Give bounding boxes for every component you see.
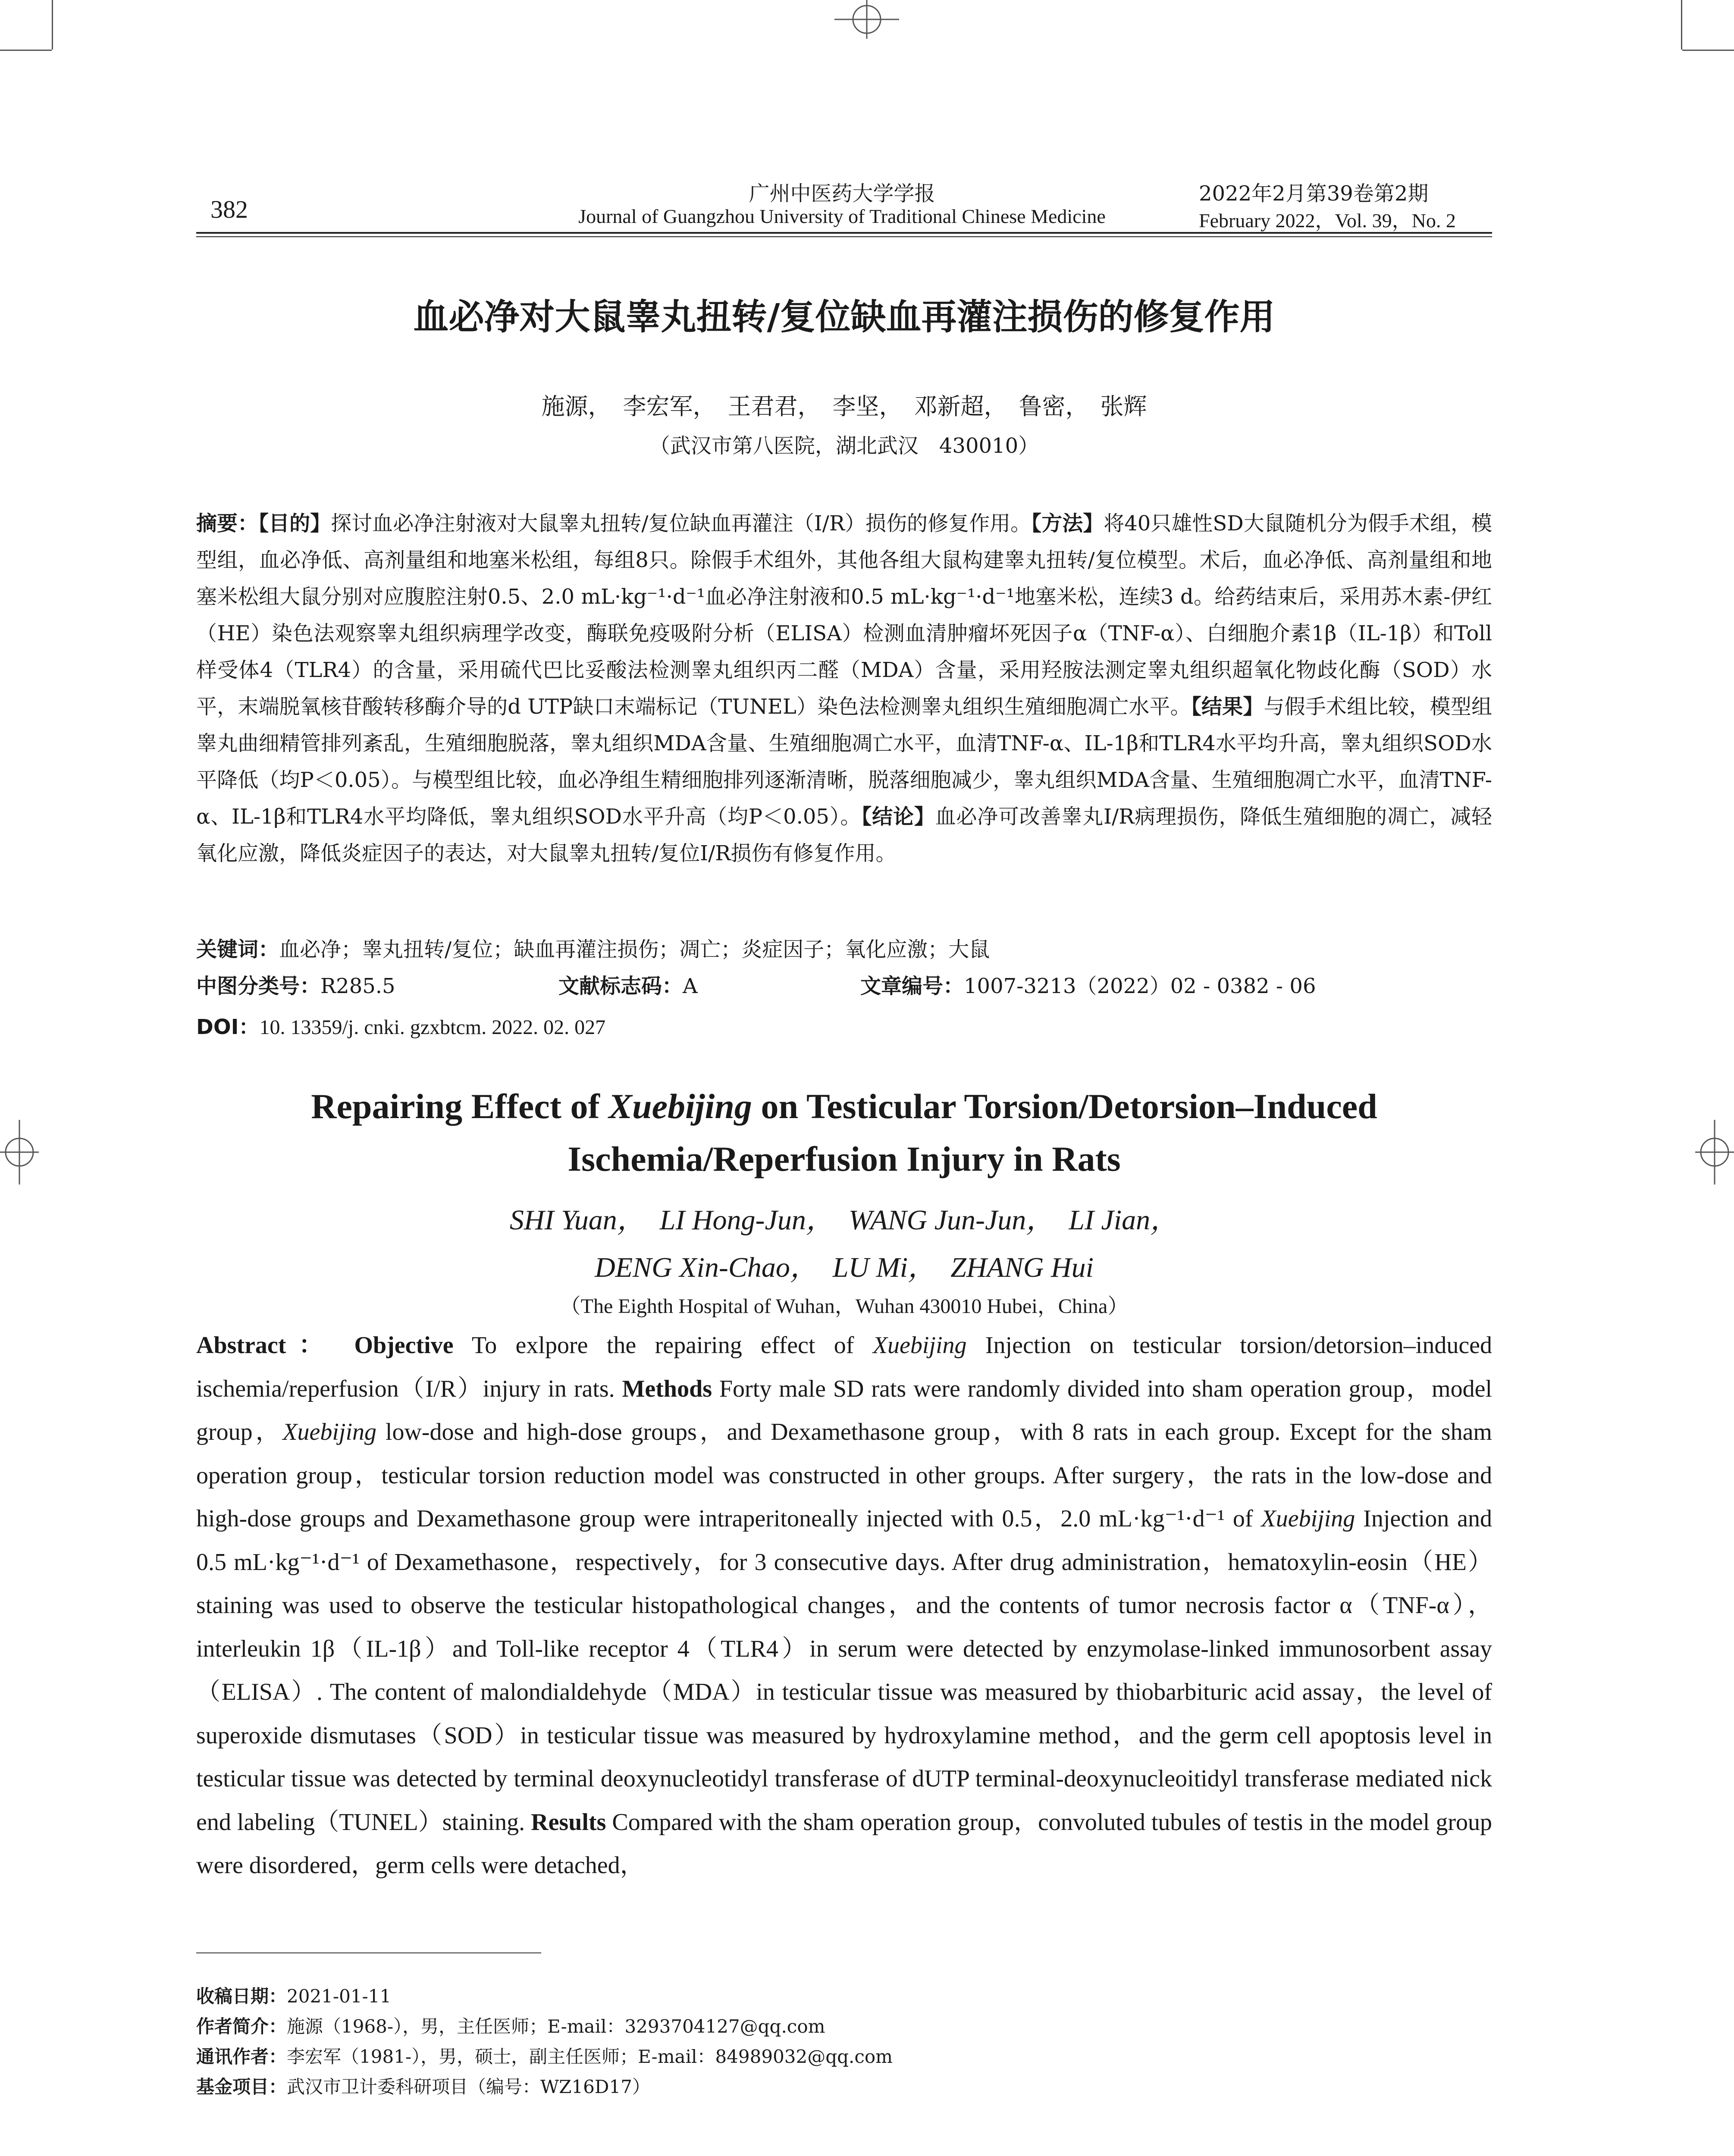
footnote-text: 武汉市卫计委科研项目（编号：WZ16D17） xyxy=(287,2076,650,2097)
page-number: 382 xyxy=(210,195,248,223)
registration-mark-top xyxy=(834,0,899,65)
footnote-separator xyxy=(196,1952,541,1953)
results-label-cn: 【结果】 xyxy=(1191,695,1264,719)
results-text-cn: 与假手术组比较，模型组睾丸曲细精管排列紊乱，生殖细胞脱落，睾丸组织MDA含量、生殖细胞凋亡水平，血清TNF-α、IL-1β和TLR4水平均升高，睾丸组织SOD水平降低（均P＜0.05）。与模型组比较，血必净组生精细胞排列逐渐清晰，脱落细胞减少，睾丸组织MDA含量、生殖细胞凋亡水平，血清TNF-α、IL-1β和TLR4水平均降低，睾丸组织SOD水平升高（均P＜0.05）。 xyxy=(196,695,1492,829)
article-number-value: 1007-3213（2022）02 - 0382 - 06 xyxy=(964,974,1316,998)
footnote-text: 施源（1968-），男，主任医师；E-mail：3293704127@qq.com xyxy=(287,2016,825,2037)
authors-en-line2: DENG Xin-Chao， LU Mi， ZHANG Hui xyxy=(595,1252,1094,1283)
abstract-cn xyxy=(196,505,1492,872)
title-en-part1: Repairing Effect of xyxy=(311,1087,609,1126)
issue-info-en: February 2022，Vol. 39，No. 2 xyxy=(1199,210,1456,232)
methods-text-cn: 将40只雄性SD大鼠随机分为假手术组，模型组，血必净低、高剂量组和地塞米松组，每组8只。除假手术组外，其他各组大鼠构建睾丸扭转/复位模型。术后，血必净低、高剂量组和地塞米松组大鼠分别对应腹腔注射0.5、2.0 mL·kg⁻¹·d⁻¹血必净注射液和0.5 mL·kg⁻¹·d⁻¹地塞米松，连续3 d。给药结束后，采用苏木素-伊红（HE）染色法观察睾丸组织病理学改变，酶联免疫吸附分析（ELISA）检测血清肿瘤坏死因子α（TNF-α）、白细胞介素1β（IL-1β）和Toll样受体4（TLR4）的含量，采用硫代巴比妥酸法检测睾丸组织丙二醛（MDA）含量，采用羟胺法测定睾丸组织超氧化物歧化酶（SOD）水平，末端脱氧核苷酸转移酶介导的d UTP缺口末端标记（TUNEL）染色法检测睾丸组织生殖细胞凋亡水平。 xyxy=(196,511,1492,719)
results-label-en: Results xyxy=(531,1808,606,1836)
conclusion-text-cn: 血必净可改善睾丸I/R病理损伤，降低生殖细胞的凋亡，减轻氧化应激，降低炎症因子的表达，对大鼠睾丸扭转/复位I/R损伤有修复作用。 xyxy=(196,805,1492,865)
registration-mark-right xyxy=(1669,1120,1734,1185)
conclusion-label-cn: 【结论】 xyxy=(861,805,935,829)
journal-name-en: Journal of Guangzhou University of Traditional Chinese Medicine xyxy=(578,205,1106,227)
abstract-cn-label: 摘要： xyxy=(196,511,259,536)
footnote-author-bio xyxy=(196,2012,825,2038)
affiliation-cn: （武汉市第八医院，湖北武汉 430010） xyxy=(649,434,1039,458)
doi-label: DOI： xyxy=(196,1015,260,1039)
authors-en-line1: SHI Yuan， LI Hong-Jun， WANG Jun-Jun， LI Jian， xyxy=(509,1204,1179,1236)
clc xyxy=(196,969,395,999)
footnote-label: 通讯作者： xyxy=(196,2046,287,2067)
objective-text-cn: 探讨血必净注射液对大鼠睾丸扭转/复位缺血再灌注（I/R）损伤的修复作用。 xyxy=(331,511,1032,536)
methods-text-en-c: Injection and 0.5 mL·kg⁻¹·d⁻¹ of Dexamethasone，respectively，for 3 consecutive days. After drug administration，hematoxylin-eosin（HE）staining was used to observe the testicular histopathological changes，and the contents of tumor necrosis factor α（TNF-α），interleukin 1β（IL-1β）and Toll-like receptor 4（TLR4）in serum were detected by enzymolase-linked immunosorbent assay（ELISA）. The content of malondialdehyde（MDA）in testicular tissue was measured by thiobarbituric acid assay，the level of superoxide dismutases（SOD）in testicular tissue was measured by hydroxylamine method，and the germ cell apoptosis level in testicular tissue was detected by terminal deoxynucleotidyl transferase of dUTP terminal-deoxynucleoitidyl transferase mediated nick end labeling（TUNEL）staining. xyxy=(196,1505,1492,1836)
clc-label: 中图分类号： xyxy=(196,974,321,998)
objective-italic-en: Xuebijing xyxy=(872,1332,967,1359)
footnote-label: 基金项目： xyxy=(196,2076,287,2097)
methods-label-en: Methods xyxy=(622,1375,712,1402)
footnote-corresponding xyxy=(196,2043,893,2068)
methods-italic-en: Xuebijing xyxy=(282,1419,377,1445)
footnote-received xyxy=(196,1982,391,2008)
article-title-en xyxy=(196,1080,1492,1185)
keywords-text: 血必净；睾丸扭转/复位；缺血再灌注损伤；凋亡；炎症因子；氧化应激；大鼠 xyxy=(279,937,990,962)
doc-code-value: A xyxy=(683,974,698,998)
methods-text-en-b: low-dose and high-dose groups，and Dexamethasone group，with 8 rats in each group. Except for the sham operation group，testicular torsion reduction model was constructed in other groups. After surgery，the rats in the low-dose and high-dose groups and Dexamethasone group were intraperitoneally injected with 0.5，2.0 mL·kg⁻¹·d⁻¹ of xyxy=(196,1419,1492,1532)
abstract-en-label: Abstract： xyxy=(196,1332,336,1359)
doc-code xyxy=(558,969,698,999)
header-rule-thick xyxy=(196,232,1492,234)
keywords-label: 关键词： xyxy=(196,937,279,962)
doi xyxy=(196,1010,605,1040)
objective-text-en-a: To exlpore the repairing effect of xyxy=(453,1332,873,1359)
title-en-italic: Xuebijing xyxy=(608,1087,752,1126)
title-en-part2: on Testicular Torsion/Detorsion–Induced xyxy=(752,1087,1377,1126)
results-text-en-a: Compared with the sham operation group，convoluted tubules of testis in the model group were disordered，germ cells were detached， xyxy=(196,1808,1492,1879)
objective-text-en-b: Injection on testicular torsion/detorsion–induced ischemia/reperfusion（I/R）injury in rats. xyxy=(196,1332,1493,1402)
methods-label-cn: 【方法】 xyxy=(1031,511,1104,536)
keywords xyxy=(196,931,1492,968)
footnote-label: 作者简介： xyxy=(196,2016,287,2037)
crop-mark xyxy=(52,0,53,50)
classification-row xyxy=(196,969,1492,998)
footnote-funding xyxy=(196,2073,650,2099)
journal-name-cn: 广州中医药大学学报 xyxy=(749,182,935,206)
issue-info-cn: 2022年2月第39卷第2期 xyxy=(1199,182,1429,206)
crop-mark xyxy=(0,50,52,51)
objective-label-cn: 【目的】 xyxy=(258,511,331,536)
footnote-text: 2021-01-11 xyxy=(287,1986,392,2007)
article-number-label: 文章编号： xyxy=(860,974,964,998)
crop-mark xyxy=(1681,0,1682,50)
authors-cn: 施源， 李宏军， 王君君， 李坚， 邓新超， 鲁密， 张辉 xyxy=(541,393,1147,420)
crop-mark xyxy=(1682,50,1734,51)
footnote-label: 收稿日期： xyxy=(196,1986,287,2007)
abstract-en xyxy=(196,1324,1492,1887)
article-number xyxy=(860,969,1316,999)
methods-text-en-a: Forty male SD rats were randomly divided into sham operation group，model group， xyxy=(196,1375,1493,1445)
methods-italic-en-2: Xuebijing xyxy=(1261,1505,1355,1532)
doc-code-label: 文献标志码： xyxy=(558,974,683,998)
title-en-line2: Ischemia/Reperfusion Injury in Rats xyxy=(568,1139,1121,1178)
header-rule-thin xyxy=(196,236,1492,237)
doi-value: 10. 13359/j. cnki. gzxbtcm. 2022. 02. 027 xyxy=(259,1016,606,1039)
objective-label-en: Objective xyxy=(354,1332,454,1359)
footnote-text: 李宏军（1981-），男，硕士，副主任医师；E-mail：84989032@qq.com xyxy=(287,2046,893,2067)
registration-mark-left xyxy=(0,1120,65,1185)
affiliation-en: （The Eighth Hospital of Wuhan，Wuhan 430010 Hubei，China） xyxy=(560,1295,1129,1318)
article-title-cn: 血必净对大鼠睾丸扭转/复位缺血再灌注损伤的修复作用 xyxy=(413,297,1275,338)
clc-value: R285.5 xyxy=(320,974,395,998)
